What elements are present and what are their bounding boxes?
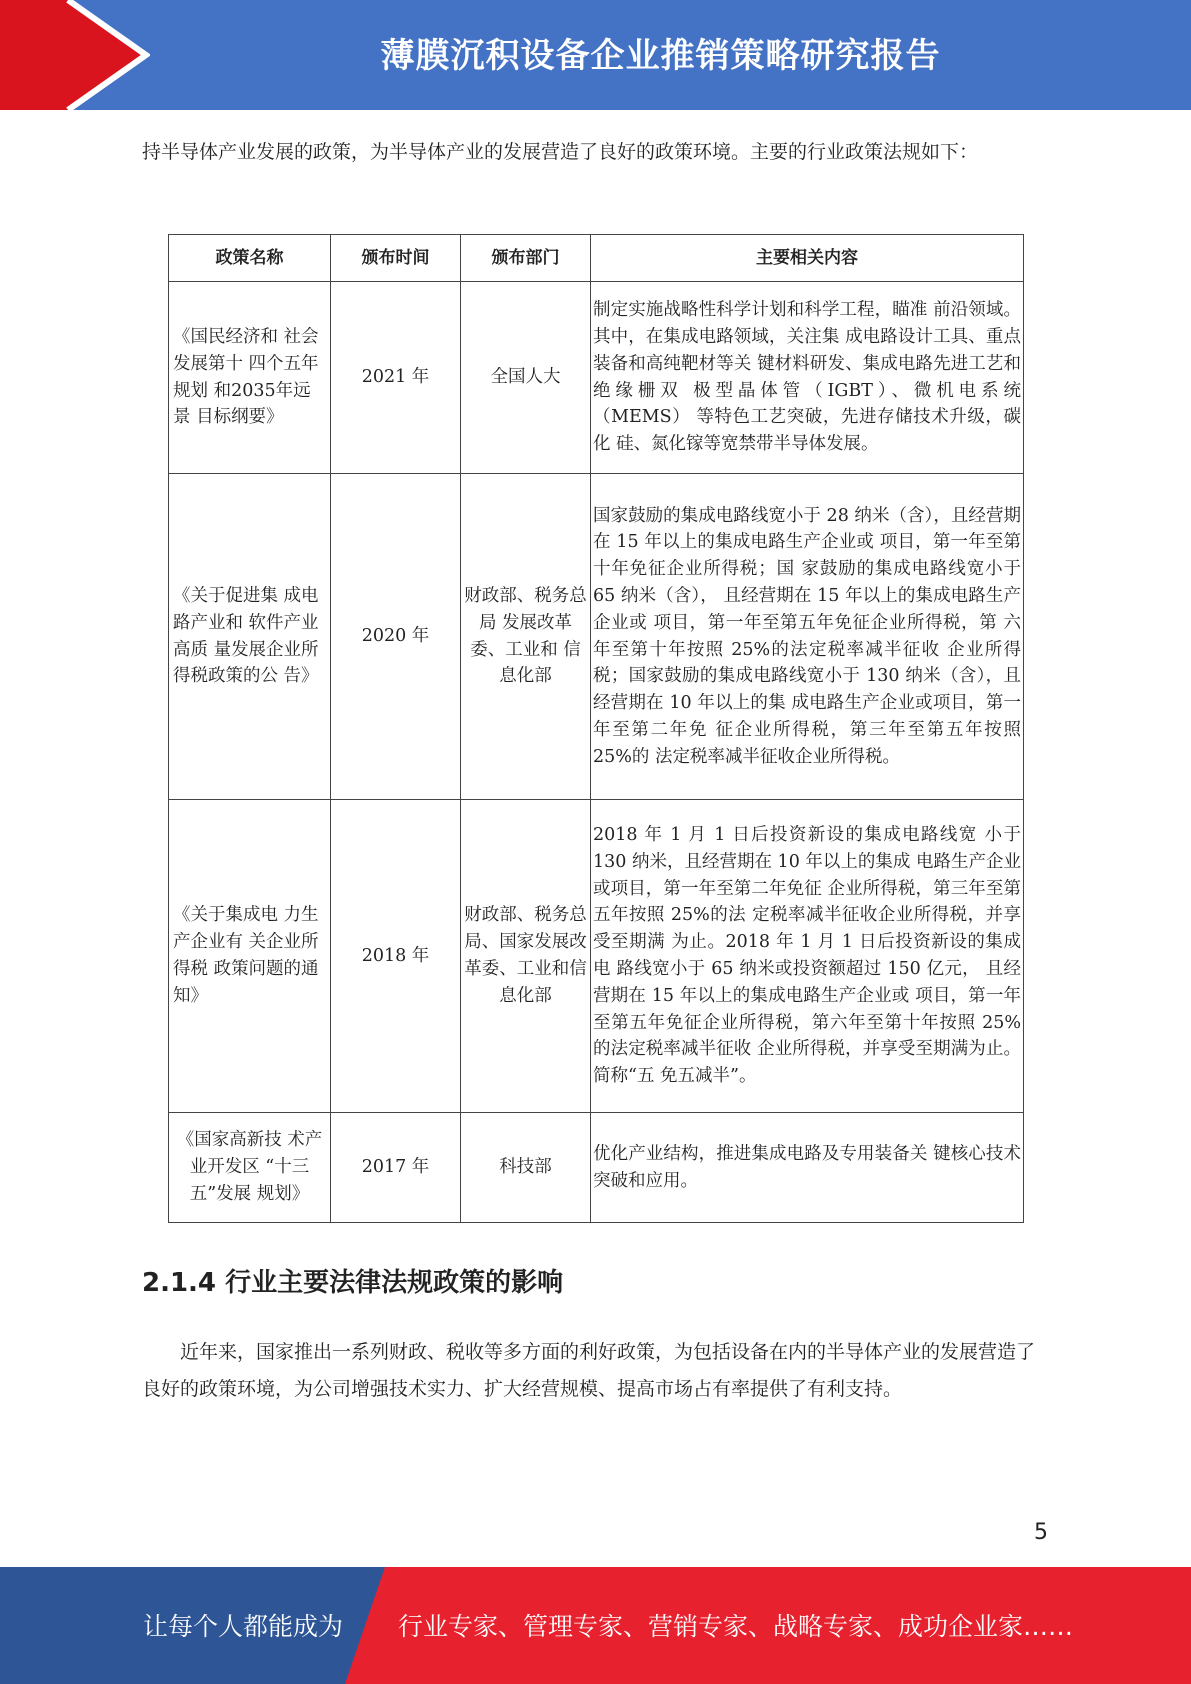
department-cell: 全国人大 <box>461 282 591 474</box>
content-cell: 制定实施战略性科学计划和科学工程，瞄准 前沿领域。其中，在集成电路领域，关注集 成电路设计工具、重点装备和高纯靶材等关 键材料研发、集成电路先进工艺和绝缘栅双 极型晶体管（IGBT）、微机电系统（MEMS） 等特色工艺突破，先进存储技术升级，碳化 硅、氮化镓等宽禁带半导体发展。 <box>591 282 1024 474</box>
content-cell: 国家鼓励的集成电路线宽小于 28 纳米（含），且经营期在 15 年以上的集成电路生产企业或 项目，第一年至第十年免征企业所得税；国 家鼓励的集成电路线宽小于 65 纳米（含）， 且经营期在 15 年以上的集成电路生产企业或 项目，第一年至第五年免征企业所得税，第 六年至第十年按照 25%的法定税率减半征收 企业所得税；国家鼓励的集成电路线宽小于 130 纳米（含），且经营期在 10 年以上的集 成电路生产企业或项目，第一年至第二年免 征企业所得税，第三年至第五年按照 25%的 法定税率减半征收企业所得税。 <box>591 474 1024 800</box>
table-row <box>169 474 1024 800</box>
page-header <box>0 0 1191 110</box>
date-cell: 2018 年 <box>331 800 461 1113</box>
table-header-row <box>169 235 1024 282</box>
intro-paragraph: 持半导体产业发展的政策，为半导体产业的发展营造了良好的政策环境。主要的行业政策法规如下： <box>142 141 979 163</box>
header-red-arrow-decoration <box>0 0 150 110</box>
table-row <box>169 1113 1024 1223</box>
policy-name-cell: 《关于促进集 成电路产业和 软件产业高质 量发展企业所 得税政策的公 告》 <box>169 474 331 800</box>
date-cell: 2020 年 <box>331 474 461 800</box>
page-footer <box>0 1567 1191 1684</box>
content-cell: 优化产业结构，推进集成电路及专用装备关 键核心技术突破和应用。 <box>591 1113 1024 1223</box>
footer-slogan-left: 让每个人都能成为 <box>143 1612 344 1641</box>
report-title: 薄膜沉积设备企业推销策略研究报告 <box>380 36 941 76</box>
section-paragraph: 近年来，国家推出一系列财政、税收等多方面的利好政策，为包括设备在内的半导体产业的发展营造了良好的政策环境，为公司增强技术实力、扩大经营规模、提高市场占有率提供了有利支持。 <box>142 1341 1036 1400</box>
table-row <box>169 282 1024 474</box>
policy-name-cell: 《国民经济和 社会发展第十 四个五年规划 和2035年远景 目标纲要》 <box>169 282 331 474</box>
department-cell: 财政部、税务总局 发展改革 委、工业和 信息化部 <box>461 474 591 800</box>
date-cell: 2017 年 <box>331 1113 461 1223</box>
table-row <box>169 800 1024 1113</box>
policy-table <box>168 234 1024 1223</box>
footer-slogan-right: 行业专家、管理专家、营销专家、战略专家、成功企业家…… <box>398 1612 1074 1641</box>
page-number: 5 <box>1034 1520 1048 1545</box>
department-cell: 科技部 <box>461 1113 591 1223</box>
policy-name-cell: 《国家高新技 术产业开发区 “十三五”发展 规划》 <box>169 1113 331 1223</box>
column-header-policy-name: 政策名称 <box>169 235 331 282</box>
column-header-content: 主要相关内容 <box>591 235 1024 282</box>
section-heading: 2.1.4 行业主要法律法规政策的影响 <box>142 1268 564 1298</box>
column-header-department: 颁布部门 <box>461 235 591 282</box>
date-cell: 2021 年 <box>331 282 461 474</box>
column-header-date: 颁布时间 <box>331 235 461 282</box>
content-cell: 2018 年 1 月 1 日后投资新设的集成电路线宽 小于 130 纳米，且经营期在 10 年以上的集成 电路生产企业或项目，第一年至第二年免征 企业所得税，第三年至第五年按照 25%的法 定税率减半征收企业所得税，并享受至期满 为止。2018 年 1 月 1 日后投资新设的集成电 路线宽小于 65 纳米或投资额超过 150 亿元， 且经营期在 15 年以上的集成电路生产企业或 项目，第一年至第五年免征企业所得税，第六年至第十年按照 25%的法定税率减半征收 企业所得税，并享受至期满为止。简称“五 免五减半”。 <box>591 800 1024 1113</box>
policy-name-cell: 《关于集成电 力生产企业有 关企业所得税 政策问题的通 知》 <box>169 800 331 1113</box>
department-cell: 财政部、税务总局、国家发展改革委、工业和信息化部 <box>461 800 591 1113</box>
